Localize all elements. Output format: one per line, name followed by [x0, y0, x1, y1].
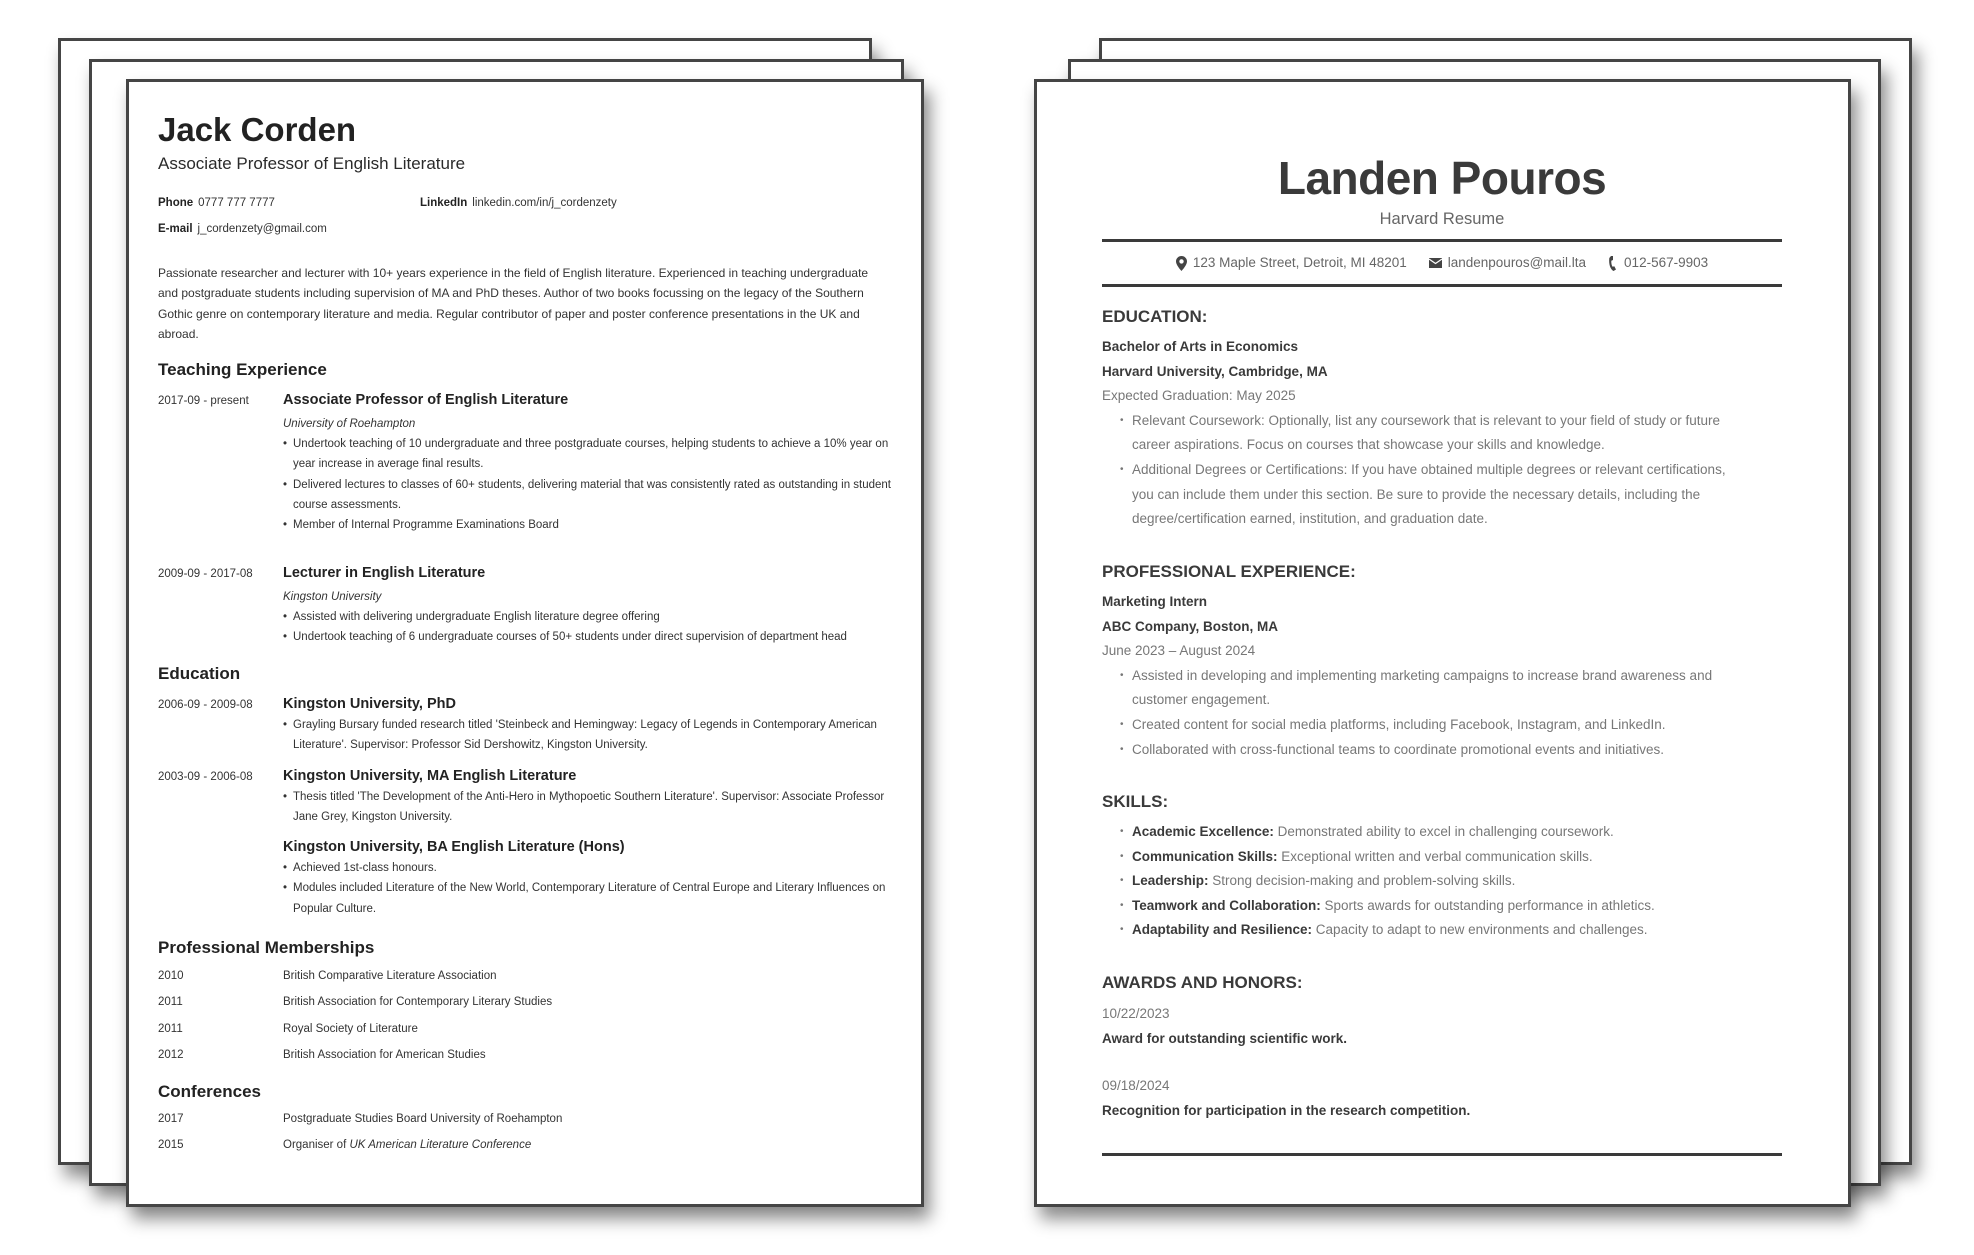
membership-row [158, 1016, 552, 1042]
conference-year: 2017 [158, 1113, 184, 1125]
address-text: 123 Maple Street, Detroit, MI 48201 [1192, 255, 1407, 270]
bullet-item: • Thesis titled 'The Development of the Anti-Hero in Mythopoetic Southern Literature'. Supervisor: Associate Professor Jane Grey, Kingston University. [283, 787, 898, 828]
degree: Bachelor of Arts in Economics [1102, 339, 1299, 354]
email-item [1429, 253, 1586, 273]
membership-row [158, 989, 552, 1015]
skill-item [1102, 820, 1732, 845]
skill-name: Leadership: [1132, 873, 1209, 889]
email-text: landenpouros@mail.lta [1447, 255, 1587, 270]
award-item [1102, 1074, 1782, 1123]
bullet-item: • Created content for social media platforms, including Facebook, Instagram, and LinkedIn. [1102, 713, 1732, 738]
award-item [1102, 1002, 1782, 1051]
email-label: E-mail [158, 223, 193, 235]
conference-year: 2015 [158, 1139, 184, 1152]
envelope-icon [1429, 258, 1442, 268]
memberships-heading: Professional Memberships [158, 938, 375, 957]
membership-name: British Association for Contemporary Literary Studies [283, 996, 553, 1009]
bullet-item: • Collaborated with cross-functional teams to coordinate promotional events and initiatives. [1102, 738, 1732, 763]
bullet-item: • Assisted in developing and implementing marketing campaigns to increase brand awareness and customer engagement. [1102, 664, 1732, 713]
skills-heading: SKILLS: [1102, 792, 1169, 811]
bullet-item: • Undertook teaching of 6 undergraduate courses of 50+ students under direct supervision of department head [283, 627, 898, 647]
conferences-heading: Conferences [158, 1082, 261, 1101]
experience-section [1102, 590, 1782, 762]
bullet-item: • Assisted with delivering undergraduate English literature degree offering [283, 607, 898, 627]
award-text: Recognition for participation in the research competition. [1102, 1102, 1471, 1118]
job-date: 2017-09 - present [158, 395, 249, 407]
bullet-list [1102, 409, 1782, 532]
bullet-list [283, 607, 898, 648]
phone-label: Phone [158, 197, 194, 209]
conference-name: Organiser of [283, 1139, 350, 1152]
conference-title: UK American Literature Conference [349, 1139, 532, 1152]
award-text: Award for outstanding scientific work. [1102, 1030, 1348, 1046]
summary: Passionate researcher and lecturer with 10+ years experience in the field of English literature. Experienced in teaching undergraduate and postgraduate students including supervision of MA and PhD theses. Author of two books focussing on the legacy of the Southern Gothic genre on contemporary literature and media. Regular contributor of paper and poster conference presentations in the UK and abroad. [158, 266, 869, 341]
resume-landen-pouros [1034, 79, 1851, 1207]
education-heading: EDUCATION: [1102, 307, 1208, 326]
membership-year: 2012 [158, 1049, 184, 1062]
membership-name: British Association for American Studies [283, 1049, 486, 1062]
education-date: 2003-09 - 2006-08 [158, 771, 253, 783]
education-entry [158, 693, 918, 756]
award-date: 09/18/2024 [1102, 1078, 1170, 1093]
bullet-item: • Member of Internal Programme Examinations Board [283, 515, 898, 535]
membership-row [158, 963, 552, 989]
bullet-list [283, 715, 898, 756]
skill-text: Demonstrated ability to excel in challenging coursework. [1273, 824, 1614, 839]
footer-divider [1102, 1153, 1782, 1156]
job-title: Associate Professor of English Literature [283, 392, 569, 408]
membership-row [158, 1042, 552, 1068]
header-divider [1102, 284, 1782, 287]
phone-field [158, 195, 275, 211]
bullet-item: • Modules included Literature of the New World, Contemporary Literature of Central Europe and Literary Influences on Popular Culture. [283, 878, 898, 919]
skill-text: Strong decision-making and problem-solving skills. [1208, 873, 1516, 889]
skill-item [1102, 869, 1732, 894]
skill-item [1102, 918, 1732, 943]
job-org: Kingston University [283, 591, 382, 603]
map-pin-icon [1176, 256, 1187, 271]
conferences-list [158, 1106, 562, 1159]
skill-item [1102, 845, 1732, 870]
phone-value: 0777 777 7777 [198, 197, 275, 209]
header-divider [1102, 239, 1782, 242]
teaching-heading: Teaching Experience [158, 360, 327, 379]
skill-name: Teamwork and Collaboration: [1132, 897, 1321, 913]
skill-item [1102, 894, 1732, 919]
education-title: Kingston University, PhD [283, 696, 456, 712]
bullet-item: • Grayling Bursary funded research titled 'Steinbeck and Hemingway: Legacy of Legends in Contemporary American Literature'. Supervisor: Professor Sid Dershowitz, Kingston University. [283, 715, 898, 756]
education-title: Kingston University, MA English Literature [283, 768, 577, 784]
email-field [158, 221, 327, 237]
bullet-item: • Relevant Coursework: Optionally, list any coursework that is relevant to your field of study or future career aspirations. Focus on courses that showcase your skills and knowledge. [1102, 409, 1732, 458]
resume-name: Jack Corden [158, 111, 357, 148]
address-item [1176, 253, 1407, 273]
phone-text: 012-567-9903 [1624, 255, 1709, 270]
skill-name: Adaptability and Resilience: [1132, 922, 1313, 938]
resume-jack-corden [126, 79, 924, 1207]
skill-name: Academic Excellence: [1132, 824, 1274, 839]
conference-row [158, 1132, 562, 1158]
bullet-list [1102, 664, 1782, 762]
graduation-date: Expected Graduation: May 2025 [1102, 388, 1296, 404]
linkedin-field [420, 195, 617, 211]
memberships-list [158, 963, 552, 1069]
skills-section [1102, 820, 1782, 943]
education-title: Kingston University, BA English Literature (Hons) [283, 839, 625, 855]
membership-name: Royal Society of Literature [283, 1022, 418, 1035]
education-date: 2006-09 - 2009-08 [158, 699, 253, 711]
education-entry [158, 765, 918, 828]
experience-heading: PROFESSIONAL EXPERIENCE: [1102, 562, 1356, 581]
award-date: 10/22/2023 [1102, 1006, 1170, 1021]
membership-name: British Comparative Literature Association [283, 970, 497, 982]
bullet-list [283, 787, 898, 828]
job-org: University of Roehampton [283, 418, 416, 430]
phone-icon [1608, 256, 1618, 271]
bullet-list [283, 434, 898, 535]
bullet-item: • Undertook teaching of 10 undergraduate and three postgraduate courses, helping students to achieve a 10% year on year increase in average final results. [283, 434, 898, 475]
education-entry [158, 836, 918, 919]
bullet-item: • Achieved 1st-class honours. [283, 858, 898, 878]
job-entry [158, 562, 918, 648]
skill-text: Capacity to adapt to new environments and challenges. [1312, 922, 1648, 938]
membership-year: 2011 [158, 1022, 183, 1035]
education-heading: Education [158, 664, 241, 683]
contact-bar [1102, 253, 1782, 273]
resume-name: Landen Pouros [1277, 152, 1607, 204]
phone-item [1608, 253, 1708, 273]
education-section [1102, 335, 1782, 532]
company: ABC Company, Boston, MA [1102, 618, 1278, 634]
bullet-item: • Delivered lectures to classes of 60+ students, delivering material that was consistently rated as outstanding in student course assessments. [283, 475, 898, 516]
linkedin-value: linkedin.com/in/j_cordenzety [472, 197, 617, 209]
resume-subtitle: Harvard Resume [1379, 210, 1505, 228]
membership-year: 2011 [158, 996, 183, 1009]
conference-name: Postgraduate Studies Board University of Roehampton [283, 1113, 563, 1125]
bullet-item: • Additional Degrees or Certifications: If you have obtained multiple degrees or relevant certifications, you can include them under this section. Be sure to provide the necessary details, including the degree/certification earned, institution, and graduation date. [1102, 458, 1732, 532]
membership-year: 2010 [158, 970, 184, 982]
job-title: Marketing Intern [1102, 594, 1208, 609]
skill-name: Communication Skills: [1132, 848, 1278, 864]
skill-text: Exceptional written and verbal communication skills. [1277, 848, 1593, 864]
school: Harvard University, Cambridge, MA [1102, 363, 1328, 379]
conference-row [158, 1106, 562, 1132]
job-dates: June 2023 – August 2024 [1102, 643, 1256, 659]
linkedin-label: LinkedIn [420, 197, 468, 209]
awards-heading: AWARDS AND HONORS: [1102, 973, 1303, 992]
job-date: 2009-09 - 2017-08 [158, 568, 253, 580]
job-title: Lecturer in English Literature [283, 565, 486, 581]
bullet-list [283, 858, 898, 919]
skill-text: Sports awards for outstanding performance in athletics. [1320, 897, 1655, 913]
email-value: j_cordenzety@gmail.com [197, 223, 327, 235]
resume-job-title: Associate Professor of English Literature [158, 154, 466, 173]
job-entry [158, 389, 918, 535]
